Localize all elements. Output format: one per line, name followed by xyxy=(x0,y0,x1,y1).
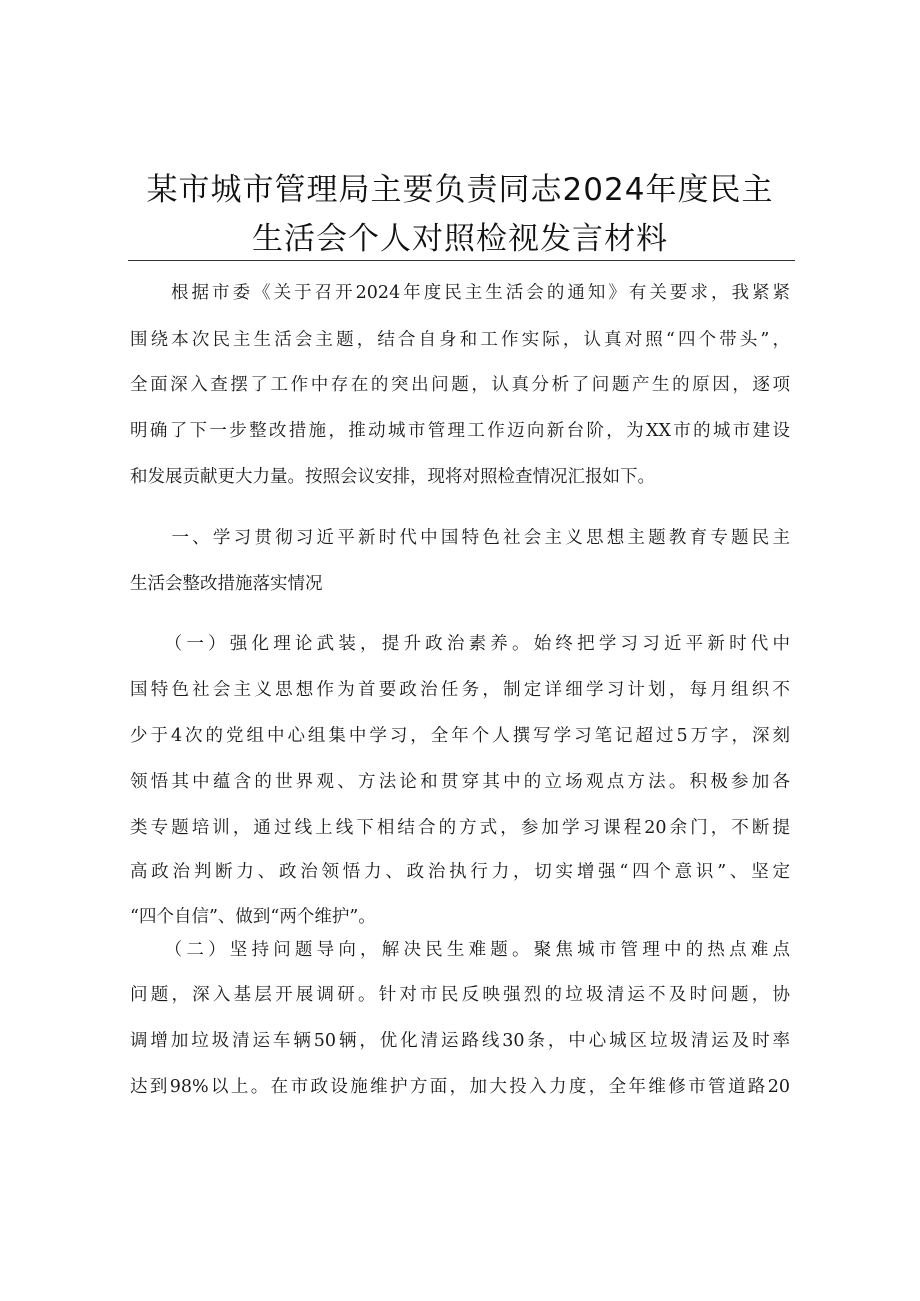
section-heading-line: 一、学习贯彻习近平新时代中国特色社会主义思想主题教育专题民主 xyxy=(130,528,790,548)
body-line: 类专题培训，通过线上线下相结合的方式，参加学习课程20余门，不断提 xyxy=(130,818,790,838)
body-line: （二）坚持问题导向，解决民生难题。聚焦城市管理中的热点难点 xyxy=(130,940,790,960)
body-line: （一）强化理论武装，提升政治素养。始终把学习习近平新时代中 xyxy=(130,634,790,654)
body-line: 和发展贡献更大力量。按照会议安排，现将对照检查情况汇报如下。 xyxy=(130,467,655,487)
body-line: 达到98%以上。在市政设施维护方面，加大投入力度，全年维修市管道路20 xyxy=(130,1077,790,1097)
body-line: 根据市委《关于召开2024年度民主生活会的通知》有关要求，我紧紧 xyxy=(130,283,790,303)
document-title-line-1: 某市城市管理局主要负责同志2024年度民主 xyxy=(146,172,774,208)
body-line: 高政治判断力、政治领悟力、政治执行力，切实增强“四个意识”、坚定 xyxy=(130,862,790,882)
body-line: 领悟其中蕴含的世界观、方法论和贯穿其中的立场观点方法。积极参加各 xyxy=(130,772,790,792)
body-line: 问题，深入基层开展调研。针对市民反映强烈的垃圾清运不及时问题，协 xyxy=(130,985,790,1005)
section-heading-line: 生活会整改措施落实情况 xyxy=(130,574,323,594)
body-line: 国特色社会主义思想作为首要政治任务，制定详细学习计划，每月组织不 xyxy=(130,680,790,700)
title-divider xyxy=(128,260,795,261)
body-line: 明确了下一步整改措施，推动城市管理工作迈向新台阶，为XX市的城市建设 xyxy=(130,421,790,441)
body-line: 全面深入查摆了工作中存在的突出问题，认真分析了问题产生的原因，逐项 xyxy=(130,375,790,395)
body-line: 少于4次的党组中心组集中学习，全年个人撰写学习笔记超过5万字，深刻 xyxy=(130,726,790,746)
body-line: 调增加垃圾清运车辆50辆，优化清运路线30条，中心城区垃圾清运及时率 xyxy=(130,1031,790,1051)
document-title-line-2: 生活会个人对照检视发言材料 xyxy=(252,221,668,257)
body-line: 围绕本次民主生活会主题，结合自身和工作实际，认真对照“四个带头”， xyxy=(130,330,790,350)
body-line: “四个自信”、做到“两个维护”。 xyxy=(130,907,376,927)
